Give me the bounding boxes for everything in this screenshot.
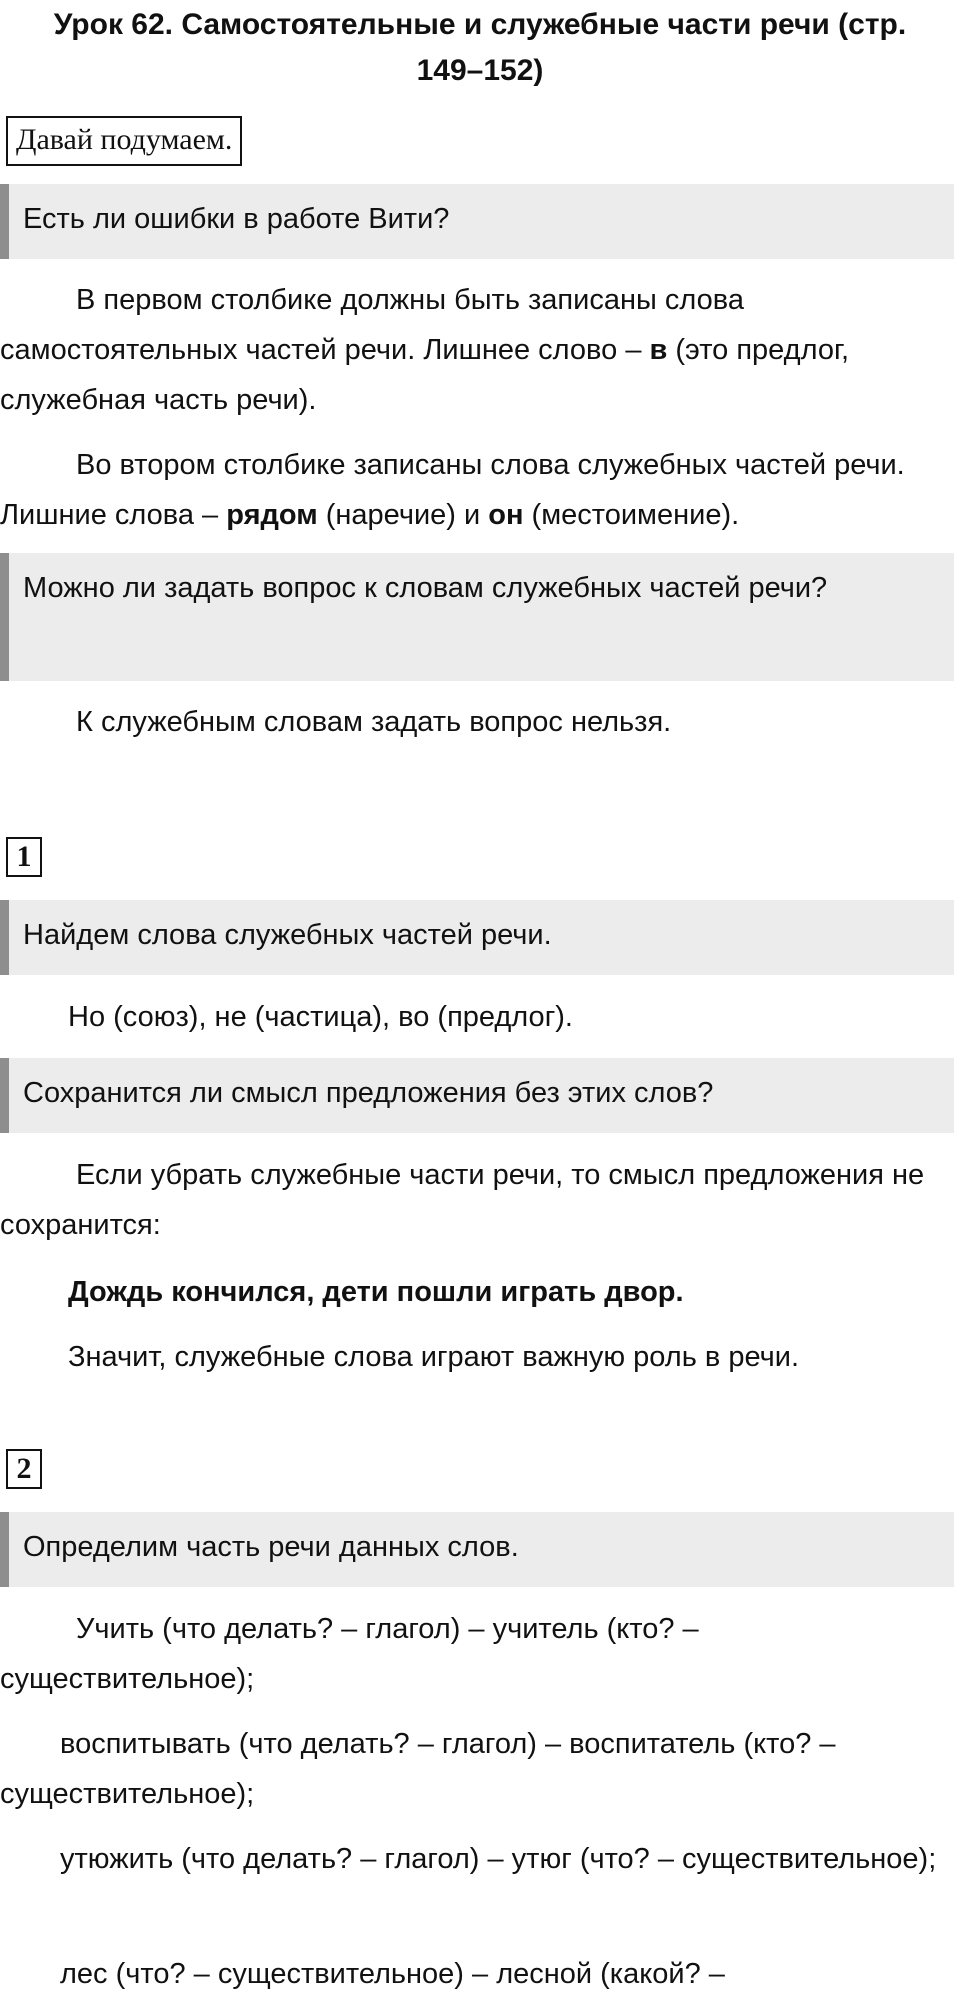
page-title-line-1: Урок 62. Самостоятельные и служебные части речи (стр.	[53, 8, 907, 41]
question-bar-parts-of-speech	[0, 1512, 954, 1587]
answer-item-vospityvat: воспитывать (что делать? – глагол) – воспитатель (кто? – существительное);	[0, 1728, 836, 1810]
question-bar-service-words	[0, 553, 954, 681]
task-number-box-2: 2	[6, 1449, 42, 1489]
question-text: Сохранится ли смысл предложения без этих слов?	[23, 1077, 714, 1109]
answer-conclusion: Значит, служебные слова играют важную роль в речи.	[68, 1341, 800, 1373]
question-bar-find-service-words	[0, 900, 954, 975]
page-title-line-2: 149–152)	[416, 54, 544, 87]
answer-item-uchit: Учить (что делать? – глагол) – учитель (кто? – существительное);	[0, 1613, 699, 1695]
question-text: Найдем слова служебных частей речи.	[23, 919, 552, 951]
answer-paragraph-first-column: В первом столбике должны быть записаны слова самостоятельных частей речи. Лишнее слово – в (это предлог, служебная часть речи).	[0, 284, 850, 416]
think-label-box: Давай подумаем.	[6, 116, 242, 166]
question-bar-errors	[0, 184, 954, 259]
question-text: Есть ли ошибки в работе Вити?	[23, 203, 450, 235]
answer-found-words: Но (союз), не (частица), во (предлог).	[68, 1001, 573, 1033]
answer-paragraph-second-column: Во втором столбике записаны слова служебных частей речи. Лишние слова – рядом (наречие) и он (местоимение).	[0, 449, 905, 531]
example-sentence-without-service-words: Дождь кончился, дети пошли играть двор.	[68, 1276, 684, 1308]
page-title	[0, 2, 960, 94]
answer-paragraph-no-question: К служебным словам задать вопрос нельзя.	[76, 706, 672, 738]
answer-item-les: лес (что? – существительное) – лесной (какой? –	[60, 1958, 725, 1990]
question-bar-meaning-kept	[0, 1058, 954, 1133]
question-text: Определим часть речи данных слов.	[23, 1531, 519, 1563]
answer-item-utyuzhit: утюжить (что делать? – глагол) – утюг (что? – существительное);	[60, 1843, 937, 1875]
task-number-box-1: 1	[6, 837, 42, 877]
question-text: Можно ли задать вопрос к словам служебных частей речи?	[23, 572, 828, 604]
answer-meaning-lost: Если убрать служебные части речи, то смысл предложения не сохранится:	[0, 1159, 925, 1241]
